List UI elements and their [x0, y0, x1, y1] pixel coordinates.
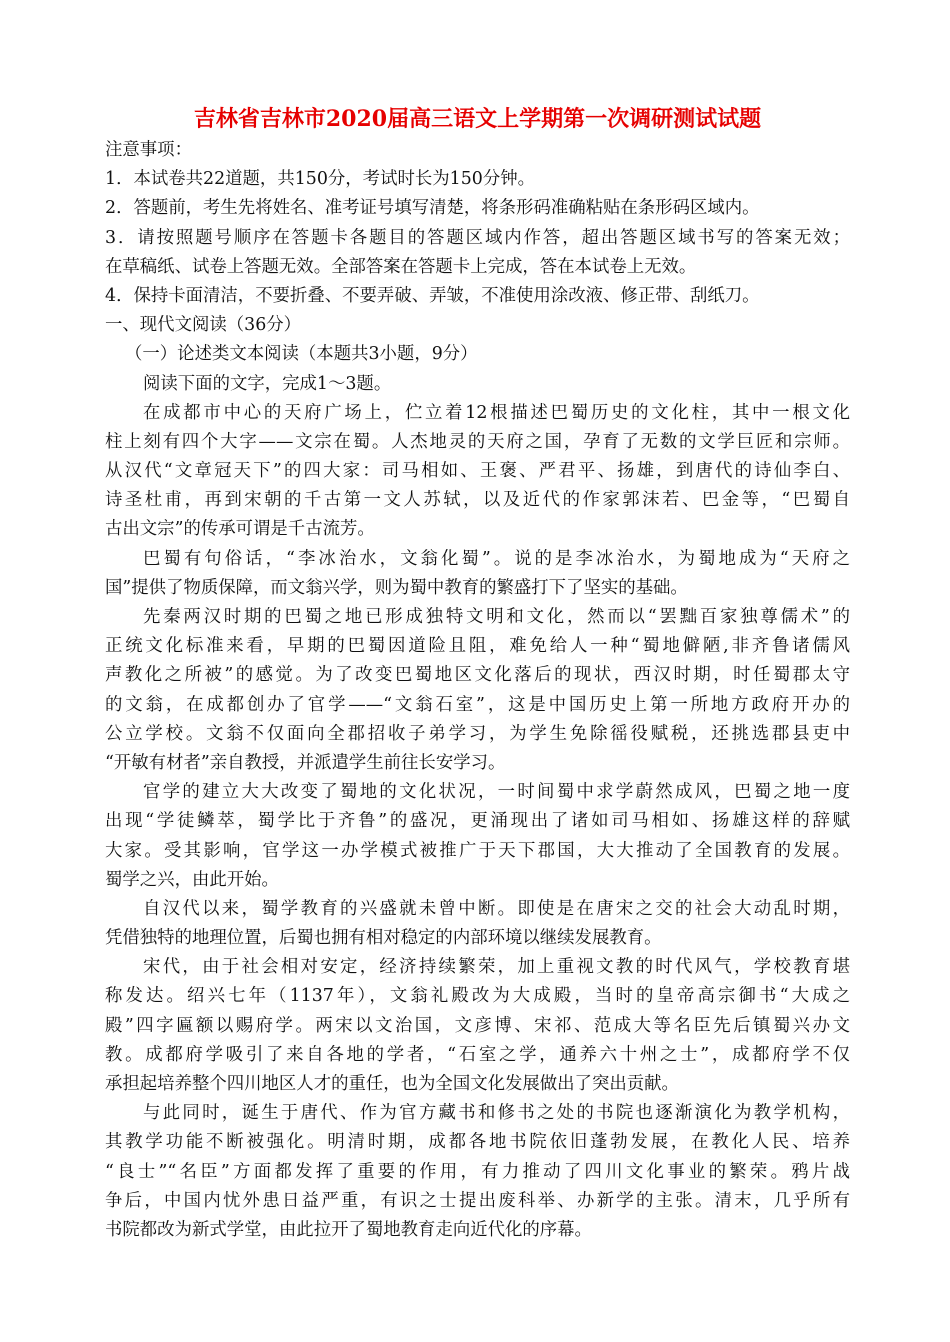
passage-paragraph [105, 545, 850, 603]
paragraph-line: 称发达。绍兴七年（1137年），文翁礼殿改为大成殿，当时的皇帝高宗御书“大成之 [105, 986, 850, 1007]
paragraph-line: 其教学功能不断被强化。明清时期，成都各地书院依旧蓬勃发展，在教化人民、培养 [105, 1132, 850, 1153]
paragraph-line: 争后，中国内忧外患日益严重，有识之士提出废科举、办新学的主张。清末，几乎所有 [105, 1190, 850, 1211]
paragraph-line: 国”提供了物质保障，而文翁兴学，则为蜀中教育的繁盛打下了坚实的基础。 [105, 577, 688, 598]
passage-paragraph [105, 778, 850, 895]
note-item: 2．答题前，考生先将姓名、准考证号填写清楚，将条形码准确粘贴在条形码区域内。 [105, 198, 760, 219]
passage-paragraph [105, 603, 850, 778]
subsection-heading: （一）论述类文本阅读（本题共3小题，9分） [125, 344, 478, 365]
section-heading: 一、现代文阅读（36分） [105, 315, 302, 336]
paragraph-line: 书院都改为新式学堂，由此拉开了蜀地教育走向近代化的序幕。 [105, 1219, 592, 1240]
reading-instruction: 阅读下面的文字，完成1～3题。 [143, 373, 392, 394]
paragraph-line: 的文翁，在成都创办了官学——“文翁石室”，这是中国历史上第一所地方政府开办的 [105, 694, 850, 715]
document-content [105, 104, 850, 1245]
notes-heading: 注意事项： [105, 140, 192, 160]
paragraph-line: 在成都市中心的天府广场上，伫立着12根描述巴蜀历史的文化柱，其中一根文化 [143, 402, 850, 423]
reading-passage [105, 399, 850, 1245]
paragraph-line: 教。成都府学吸引了来自各地的学者，“石室之学，通养六十州之士”，成都府学不仅 [105, 1044, 850, 1065]
paragraph-line: 诗圣杜甫，再到宋朝的千古第一文人苏轼，以及近代的作家郭沫若、巴金等，“巴蜀自 [105, 490, 850, 511]
paragraph-line: 承担起培养整个四川地区人才的重任，也为全国文化发展做出了突出贡献。 [105, 1074, 679, 1094]
paragraph-line: 官学的建立大大改变了蜀地的文化状况，一时间蜀中求学蔚然成风，巴蜀之地一度 [143, 782, 850, 803]
passage-paragraph [105, 1099, 850, 1245]
paragraph-line: 柱上刻有四个大字——文宗在蜀。人杰地灵的天府之国，孕育了无数的文学巨匠和宗师。 [105, 431, 850, 452]
paragraph-line: 自汉代以来，蜀学教育的兴盛就未曾中断。即使是在唐宋之交的社会大动乱时期， [143, 898, 850, 919]
paragraph-line: 正统文化标准来看，早期的巴蜀因道险且阻，难免给人一种“蜀地僻陋,非齐鲁诸儒风 [105, 636, 850, 657]
paragraph-line: 声教化之所被”的感觉。为了改变巴蜀地区文化落后的现状，西汉时期，时任蜀郡太守 [105, 665, 850, 686]
paragraph-line: 巴蜀有句俗话，“李冰治水，文翁化蜀”。说的是李冰治水，为蜀地成为“天府之 [143, 548, 850, 569]
paragraph-line: 大家。受其影响，官学这一办学模式被推广于天下郡国，大大推动了全国教育的发展。 [105, 840, 850, 861]
paragraph-line: 古出文宗”的传承可谓是千古流芳。 [105, 519, 375, 540]
paragraph-line: 出现“学徒鳞萃，蜀学比于齐鲁”的盛况，更涌现出了诸如司马相如、扬雄这样的辞赋 [105, 811, 850, 832]
passage-paragraph [105, 953, 850, 1099]
passage-paragraph [105, 895, 850, 953]
paragraph-line: 殿”四字匾额以赐府学。两宋以文治国，文彦博、宋祁、范成大等名臣先后镇蜀兴办文 [105, 1015, 850, 1036]
paragraph-line: 宋代，由于社会相对安定，经济持续繁荣，加上重视文教的时代风气，学校教育堪 [143, 957, 850, 978]
paragraph-line: 从汉代“文章冠天下”的四大家：司马相如、王褒、严君平、扬雄，到唐代的诗仙李白、 [105, 461, 850, 482]
passage-paragraph [105, 399, 850, 545]
paragraph-line: “开敏有材者”亲自教授，并派遣学生前往长安学习。 [105, 752, 506, 773]
note-item-continued: 在草稿纸、试卷上答题无效。全部答案在答题卡上完成，答在本试卷上无效。 [105, 256, 697, 277]
paragraph-line: 凭借独特的地理位置，后蜀也拥有相对稳定的内部环境以继续发展教育。 [105, 928, 662, 949]
paragraph-line: 蜀学之兴，由此开始。 [105, 869, 279, 890]
note-item: 4．保持卡面清洁，不要折叠、不要弄破、弄皱，不准使用涂改液、修正带、刮纸刀。 [105, 285, 760, 306]
paragraph-line: 先秦两汉时期的巴蜀之地已形成独特文明和文化，然而以“罢黜百家独尊儒术”的 [143, 607, 850, 627]
note-item: 1．本试卷共22道题，共150分，考试时长为150分钟。 [105, 169, 536, 190]
paragraph-line: 公立学校。文翁不仅面向全郡招收子弟学习，为学生免除徭役赋税，还挑选郡县吏中 [105, 723, 850, 744]
document-title: 吉林省吉林市2020届高三语文上学期第一次调研测试试题 [193, 106, 762, 132]
note-item: 3．请按照题号顺序在答题卡各题目的答题区域内作答，超出答题区域书写的答案无效； [105, 227, 850, 248]
paragraph-line: “良士”“名臣”方面都发挥了重要的作用，有力推动了四川文化事业的繁荣。鸦片战 [105, 1161, 850, 1182]
paragraph-line: 与此同时，诞生于唐代、作为官方藏书和修书之处的书院也逐渐演化为教学机构， [143, 1103, 850, 1124]
